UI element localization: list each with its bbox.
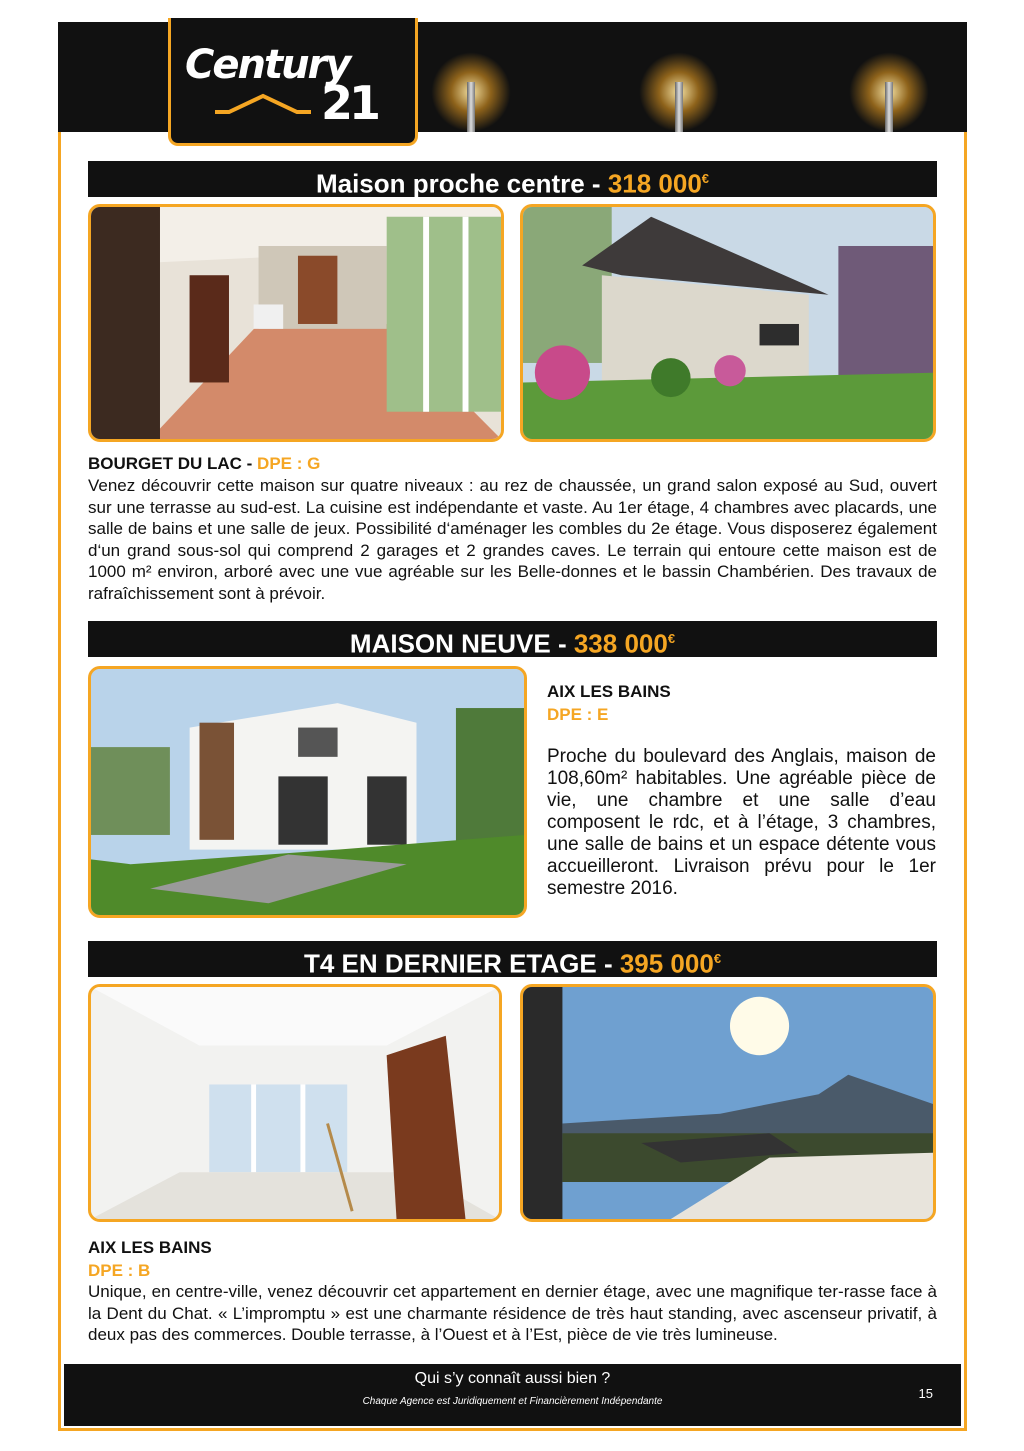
listing-title-bar [88,941,937,977]
listing-description: Unique, en centre-ville, venez découvrir cet appartement en dernier étage, avec une magnifique ter-rasse face à la Dent du Chat. « L’impromptu » est une charmante résidence de très haut standing, avec ascenseur privatif, à deux pas des commerces. Double terrasse, à l’Ouest et à l’Est, pièce de vie très lumineuse. [88,1282,937,1344]
listing-title: T4 EN DERNIER ETAGE - [303,948,620,979]
listing-title: MAISON NEUVE - [349,628,574,659]
dpe-rating: DPE : B [88,1261,151,1280]
footer-subline: Chaque Agence est Juridiquement et Financièrement Indépendante [362,1396,663,1407]
currency: € [701,171,710,186]
listing-location: BOURGET DU LAC - DPE : G [88,454,321,473]
listing-description: Venez découvrir cette maison sur quatre niveaux : au rez de chaussée, un grand salon exposé au Sud, ouvert sur une terrasse au sud-est. La cuisine est indépendante et vaste. Au 1er étage, 4 chambres avec placards, une salle de bains et une salle de jeux. Possibilité d‘aménager les combles du 2e étage. Vous disposerez également d‘un grand sous-sol qui comprend 2 garages et 2 grandes caves. Le terrain qui entoure cette maison est de 1000 m² environ, arboré avec une vue agréable sur les Belle-donnes et le bassin Chambérien. Des travaux de rafraîchissement sont à prévoir. [88,476,937,603]
listing-title-bar [88,621,937,657]
roof-icon [215,92,311,114]
photo-apartment-interior [88,984,502,1222]
currency: € [713,951,722,966]
dpe-rating: DPE : G [257,454,321,473]
photo-house-garden [520,204,936,442]
lamp-icon [664,52,694,132]
photo-new-house-render [88,666,527,918]
photo-living-room [88,204,504,442]
photo-terrace-view [520,984,936,1222]
listing-location: AIX LES BAINS [88,1238,212,1257]
listing-price: 395 000 [619,948,714,979]
lamp-icon [456,52,486,132]
listing-price: 318 000 [607,168,702,199]
logo-number: 21 [321,76,378,130]
listing-title: Maison proche centre - [315,168,608,199]
listing-description: Proche du boulevard des Anglais, maison de 108,60m² habitables. Une agréable pièce de vie, une chambre et une salle d’eau composent le rdc, et à l’étage, 3 chambres, une salle de bains et un espace détente vous accueilleront. Livraison prévu pour le 1er semestre 2016. [547,746,936,899]
century21-logo [168,18,418,146]
footer-slogan: Qui s’y connaît aussi bien ? [414,1370,611,1387]
currency: € [667,631,676,646]
listing-price: 338 000 [573,628,668,659]
listing-title-bar [88,161,937,197]
dpe-rating: DPE : E [547,705,609,724]
listing-location: AIX LES BAINS [547,682,671,701]
logo-word: Century [185,42,350,88]
page-number: 15 [918,1386,933,1401]
footer [64,1364,961,1426]
lamp-icon [874,52,904,132]
